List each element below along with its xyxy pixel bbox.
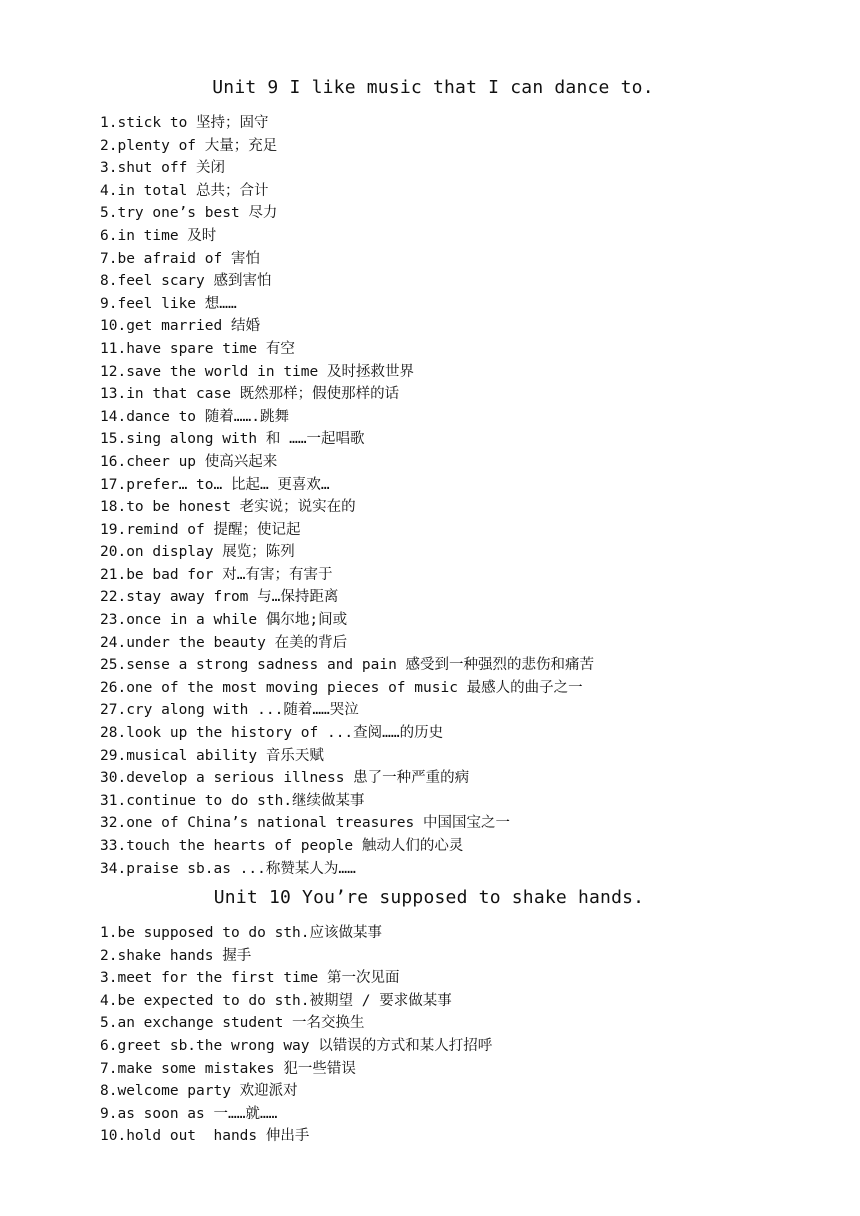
phrase-item: 32.one of China’s national treasures 中国国宝之一: [100, 815, 510, 832]
phrase-item: 19.remind of 提醒；使记起: [100, 521, 301, 538]
phrase-item: 17.prefer… to… 比起… 更喜欢…: [100, 476, 330, 493]
phrase-item: 20.on display 展览；陈列: [100, 544, 295, 561]
phrase-item: 30.develop a serious illness 患了一种严重的病: [100, 770, 470, 787]
phrase-item: 29.musical ability 音乐天赋: [100, 747, 324, 764]
phrase-item: 28.look up the history of ...查阅……的历史: [100, 725, 444, 742]
phrase-item: 8.welcome party 欢迎派对: [100, 1083, 298, 1100]
phrase-item: 25.sense a strong sadness and pain 感受到一种强烈的悲伤和痛苦: [100, 657, 595, 674]
unit-9-heading: Unit 9 I like music that I can dance to.: [212, 77, 654, 98]
phrase-item: 22.stay away from 与…保持距离: [100, 589, 339, 606]
phrase-item: 2.plenty of 大量；充足: [100, 137, 278, 154]
phrase-item: 8.feel scary 感到害怕: [100, 273, 272, 290]
phrase-item: 13.in that case 既然那样；假使那样的话: [100, 386, 400, 403]
phrase-item: 7.be afraid of 害怕: [100, 250, 260, 267]
phrase-item: 33.touch the hearts of people 触动人们的心灵: [100, 838, 464, 854]
phrase-item: 14.dance to 随着…….跳舞: [100, 408, 289, 425]
phrase-item: 10.hold out hands 伸出手: [100, 1128, 310, 1145]
phrase-item: 6.in time 及时: [100, 227, 217, 244]
phrase-item: 4.in total 总共；合计: [100, 182, 269, 199]
phrase-item: 9.as soon as 一……就……: [100, 1105, 278, 1122]
phrase-item: 12.save the world in time 及时拯救世界: [100, 363, 414, 380]
phrase-item: 3.meet for the first time 第一次见面: [100, 970, 400, 987]
phrase-item: 26.one of the most moving pieces of music 最感人的曲子之一: [100, 679, 583, 696]
phrase-item: 10.get married 结婚: [100, 318, 260, 335]
unit-9-phrase-list: [100, 112, 594, 880]
phrase-item: 2.shake hands 握手: [100, 947, 252, 964]
phrase-item: 6.greet sb.the wrong way 以错误的方式和某人打招呼: [100, 1037, 493, 1054]
phrase-item: 1.be supposed to do sth.应该做某事: [100, 925, 383, 941]
phrase-item: 5.try one’s best 尽力: [100, 205, 278, 222]
unit-10-heading: Unit 10 You’re supposed to shake hands.: [213, 887, 645, 908]
unit-10-phrase-list: [100, 922, 492, 1148]
phrase-item: 21.be bad for 对…有害；有害于: [100, 566, 333, 583]
phrase-item: 4.be expected to do sth.被期望 / 要求做某事: [100, 992, 452, 1009]
phrase-item: 31.continue to do sth.继续做某事: [100, 792, 365, 809]
phrase-item: 34.praise sb.as ...称赞某人为……: [100, 860, 356, 877]
phrase-item: 5.an exchange student 一名交换生: [100, 1015, 365, 1032]
phrase-item: 18.to be honest 老实说；说实在的: [100, 499, 356, 516]
phrase-item: 24.under the beauty 在美的背后: [100, 634, 348, 651]
phrase-item: 27.cry along with ...随着……哭泣: [100, 702, 359, 719]
phrase-item: 9.feel like 想……: [100, 295, 237, 312]
phrase-item: 15.sing along with 和 ……一起唱歌: [100, 431, 365, 448]
phrase-item: 7.make some mistakes 犯一些错误: [100, 1060, 356, 1077]
phrase-item: 1.stick to 坚持；固守: [100, 115, 269, 131]
phrase-item: 16.cheer up 使高兴起来: [100, 453, 278, 470]
phrase-item: 23.once in a while 偶尔地;间或: [100, 612, 348, 629]
phrase-item: 11.have spare time 有空: [100, 340, 295, 357]
phrase-item: 3.shut off 关闭: [100, 160, 226, 177]
